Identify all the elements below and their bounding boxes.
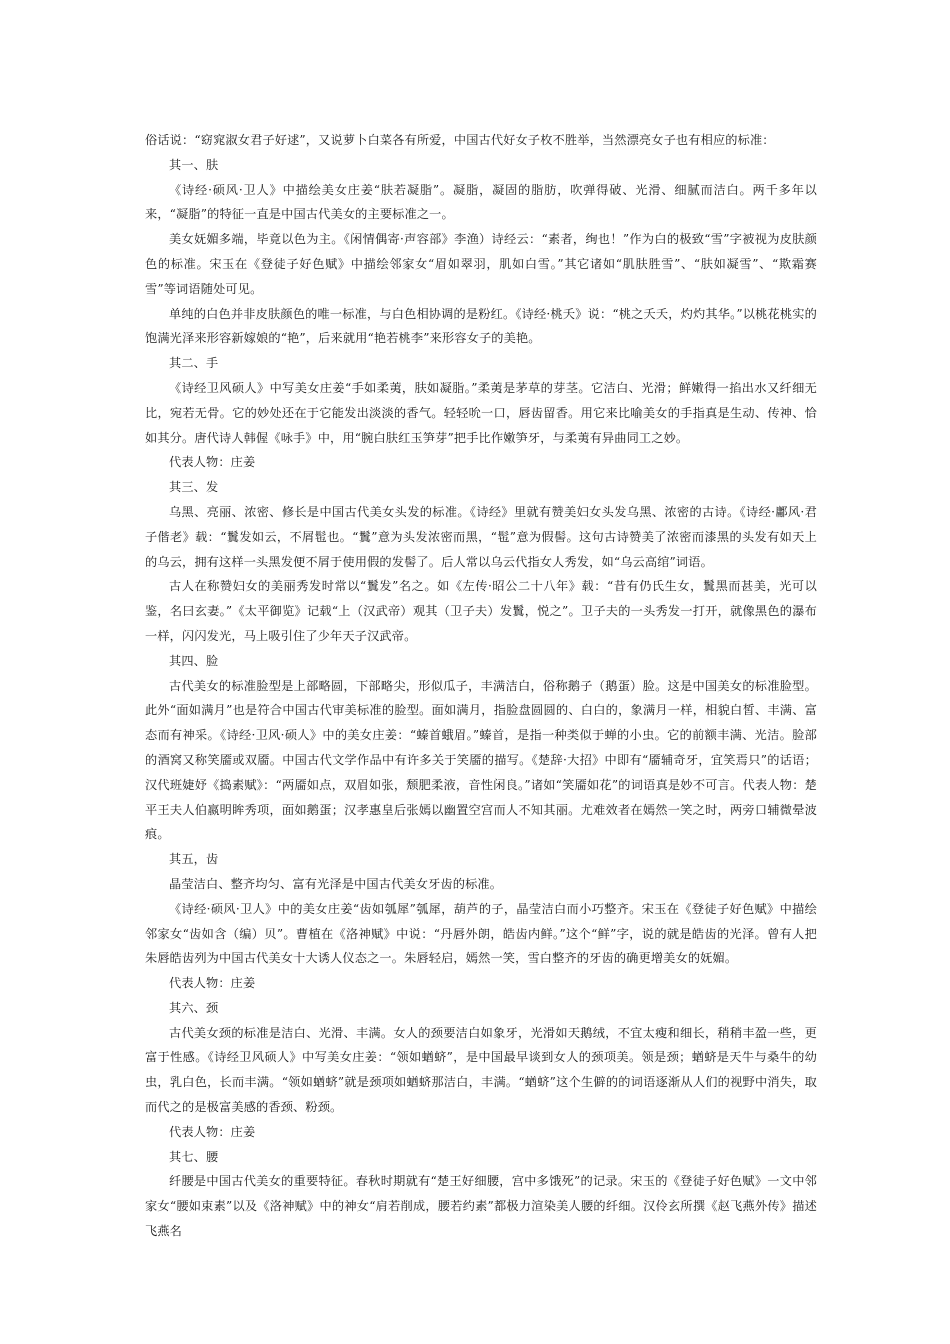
paragraph: 俗话说：“窈窕淑女君子好逑”，又说萝卜白菜各有所爱，中国古代好女子枚不胜举，当然漂亮女子也有相应的标准： xyxy=(145,133,775,147)
representative-line: 代表人物：庄姜 xyxy=(169,976,256,991)
section-heading: 其二、手 xyxy=(169,356,219,371)
section-heading: 其一、肤 xyxy=(169,157,219,172)
section-heading: 其四、脸 xyxy=(169,653,219,668)
document-page xyxy=(145,128,817,1244)
paragraph: 单纯的白色并非皮肤颜色的唯一标准，与白色相协调的是粉红。《诗经·桃夭》说：“桃之夭夭，灼灼其华。”以桃花桃实的饱满光泽来形容新嫁娘的“艳”，后来就用“艳若桃李”来形容女子的美艳。 xyxy=(145,306,817,346)
section-heading: 其五，齿 xyxy=(169,852,219,867)
representative-line: 代表人物：庄姜 xyxy=(169,1124,256,1139)
paragraph: 《诗经·硕风·卫人》中的美女庄姜“齿如瓠犀”瓠犀，葫芦的子，晶莹洁白而小巧整齐。宋玉在《登徒子好色赋》中描绘邻家女“齿如含（编）贝”。曹植在《洛神赋》中说：“丹唇外朗，皓齿内鲜。”这个“鲜”字，说的就是皓齿的光泽。曾有人把朱唇皓齿列为中国古代美女十大诱人仪态之一。朱唇轻启，嫣然一笑，雪白整齐的牙齿的确更增美女的妩媚。 xyxy=(145,901,817,966)
paragraph: 《诗经·硕风·卫人》中描绘美女庄姜“肤若凝脂”。凝脂，凝固的脂肪，吹弹得破、光滑、细腻而洁白。两千多年以来，“凝脂”的特征一直是中国古代美女的主要标准之一。 xyxy=(145,182,817,222)
paragraph: 乌黑、亮丽、浓密、修长是中国古代美女头发的标准。《诗经》里就有赞美妇女头发乌黑、浓密的古诗。《诗经·鄘风·君子偕老》载：“鬒发如云，不屑髢也。“鬒”意为头发浓密而黑，“髢”意为假髻。这句古诗赞美了浓密而漆黑的头发有如天上的乌云，拥有这样一头黑发便不屑于使用假的发髻了。后人常以乌云代指女人秀发，如“乌云高绾”词语。 xyxy=(145,504,817,569)
paragraph: 古代美女颈的标准是洁白、光滑、丰满。女人的颈要洁白如象牙，光滑如天鹅绒，不宜太瘦和细长，稍稍丰盈一些，更富于性感。《诗经卫风硕人》中写美女庄姜：“领如蝤蛴”，是中国最早谈到女人的颈项美。领是颈；蝤蛴是天牛与桑牛的幼虫，乳白色，长而丰满。“领如蝤蛴”就是颈项如蝤蛴那洁白，丰满。“蝤蛴”这个生僻的的词语逐渐从人们的视野中消失，取而代之的是极富美感的香颈、粉颈。 xyxy=(145,1025,817,1115)
paragraph: 古代美女的标准脸型是上部略圆，下部略尖，形似瓜子，丰满洁白，俗称鹅子（鹅蛋）脸。这是中国美女的标准脸型。此外“面如满月”也是符合中国古代审美标准的脸型。面如满月，指脸盘圆圆的、白白的，象满月一样，相貌白皙、丰满、富态而有神采。《诗经·卫风·硕人》中的美女庄姜：“螓首蛾眉。”螓首，是指一种类似于蝉的小虫。它的前额丰满、光洁。脸部的酒窝又称笑靥或双靥。中国古代文学作品中有许多关于笑靥的描写。《楚辞·大招》中即有“靥辅奇牙，宜笑焉只”的话语；汉代班婕妤《捣素赋》：“两靥如点，双眉如张，颓肥柔液，音性闲良。”诸如“笑靥如花”的词语真是妙不可言。代表人物：楚平王夫人伯嬴明眸秀项，面如鹅蛋；汉孝惠皇后张嫣以幽置空宫而人不知其丽。尤难效者在嫣然一笑之时，两旁口辅微晕波痕。 xyxy=(145,678,817,842)
paragraph: 《诗经卫风硕人》中写美女庄姜“手如柔荑，肤如凝脂。”柔荑是茅草的芽茎。它洁白、光滑；鲜嫩得一掐出水又纤细无比，宛若无骨。它的妙处还在于它能发出淡淡的香气。轻轻吮一口，唇齿留香。用它来比喻美女的手指真是生动、传神、恰如其分。唐代诗人韩偓《咏手》中，用“腕白肤红玉笋芽”把手比作嫩笋牙，与柔荑有异曲同工之妙。 xyxy=(145,380,817,445)
paragraph: 古人在称赞妇女的美丽秀发时常以“鬒发”名之。如《左传·昭公二十八年》载：“昔有仍氏生女，鬒黑而甚美，光可以鉴，名曰玄妻。”《太平御览》记载“上（汉武帝）观其（卫子夫）发鬒，悦之”。卫子夫的一头秀发一打开，就像黑色的瀑布一样，闪闪发光，马上吸引住了少年天子汉武帝。 xyxy=(145,579,817,643)
paragraph: 晶莹洁白、整齐均匀、富有光泽是中国古代美女牙齿的标准。 xyxy=(169,876,503,891)
section-heading: 其三、发 xyxy=(169,480,219,495)
section-heading: 其六、颈 xyxy=(169,1000,219,1015)
paragraph: 美女妩媚多端，毕竟以色为主。《闲情偶寄·声容部》李渔）诗经云：“素者，绚也！”作为白的极致“雪”字被视为皮肤颜色的标准。宋玉在《登徒子好色赋》中描绘邻家女“眉如翠羽，肌如白雪。”其它诸如“肌肤胜雪”、“肤如凝雪”、“欺霜赛雪”等词语随处可见。 xyxy=(145,232,817,296)
paragraph: 纤腰是中国古代美女的重要特征。春秋时期就有“楚王好细腰，宫中多饿死”的记录。宋玉的《登徒子好色赋》一文中邻家女“腰如束素”以及《洛神赋》中的神女“肩若削成，腰若约素”都极力渲染美人腰的纤细。汉伶玄所撰《赵飞燕外传》描述飞燕名 xyxy=(145,1174,817,1239)
section-heading: 其七、腰 xyxy=(169,1149,219,1164)
representative-line: 代表人物：庄姜 xyxy=(169,455,256,470)
